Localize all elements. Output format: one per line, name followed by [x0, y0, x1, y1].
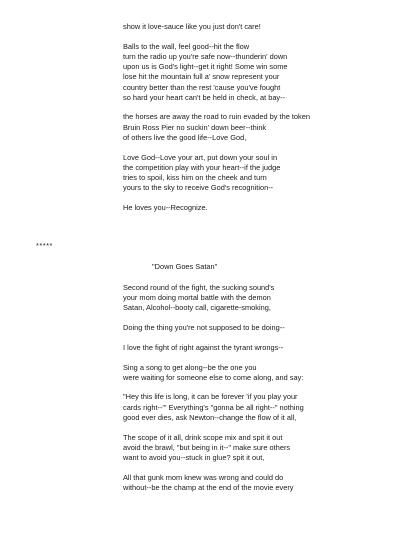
stanza: Balls to the wall, feel good--hit the flow turn the radio up you're safe now--thunderin' down upon us is God's light--get it right! Some win some lose hit the mountain full a' snow represent your country better than the rest 'cause you've fought so hard your heart can't be held in check, at bay--: [123, 41, 288, 102]
stanza: show it love-sauce like you just don't care!: [123, 22, 261, 31]
stanza: Second round of the fight, the sucking sound's your mom doing mortal battle with the demon Satan, Alcohol--booty call, cigarette-smoking,: [123, 283, 275, 313]
stanza: "Hey this life is long, it can be forever 'if you play your cards right--'" Everything's "gonna be all right--" nothing good ever dies, ask Newton--change the flow of it all,: [123, 392, 304, 422]
stanza: the horses are away the road to ruin evaded by the token Bruin Ross Pier no suckin' down beer--think of others live the good life--Love God,: [123, 112, 310, 142]
stanza: Love God--Love your art, put down your soul in the competition play with your heart--if the judge tries to spoil, kiss him on the cheek and turn yours to the sky to receive God's recognition--: [123, 152, 281, 193]
stanza: The scope of it all, drink scope mix and spit it out avoid the brawl, "but being in it--" make sure others want to avoid you--stuck in glue? spit it out,: [123, 432, 291, 462]
poem-section-1: [123, 22, 408, 223]
stanza: I love the fight of right against the tyrant wrongs--: [123, 342, 284, 352]
poem-title: "Down Goes Satan": [152, 262, 218, 271]
poem-section-2: [123, 283, 408, 503]
stanza: Sing a song to get along--be the one you were waiting for someone else to come along, and say:: [123, 362, 304, 382]
stanza: All that gunk mom knew was wrong and could do without--be the champ at the end of the movie every: [123, 472, 294, 492]
stanza: He loves you--Recognize.: [123, 202, 208, 212]
section-separator: *****: [36, 241, 53, 250]
stanza: Doing the thing you're not supposed to be doing--: [123, 323, 285, 333]
